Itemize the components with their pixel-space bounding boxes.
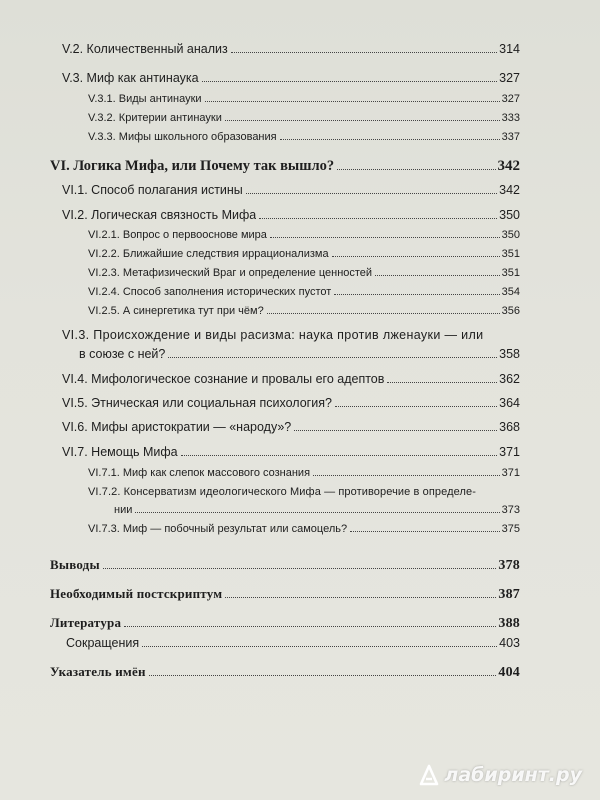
toc-entry-page: 327 bbox=[501, 93, 520, 105]
toc-entry-vi7-2-line1: VI.7.2. Консерватизм идеологического Мифа — противоречие в определе- bbox=[88, 486, 476, 498]
dot-leader bbox=[337, 169, 495, 170]
toc-entry-page: 333 bbox=[501, 112, 520, 124]
dot-leader bbox=[387, 382, 497, 383]
toc-entry-v3-2 bbox=[88, 109, 520, 127]
toc-entry-page: 371 bbox=[499, 445, 520, 459]
toc-entry-page: 358 bbox=[499, 347, 520, 361]
toc-entry-literature bbox=[50, 614, 520, 633]
dot-leader bbox=[334, 294, 499, 295]
toc-entry-title: Необходимый постскриптум bbox=[50, 586, 223, 601]
dot-leader bbox=[246, 193, 497, 194]
dot-leader bbox=[124, 626, 496, 627]
toc-entry-page: 403 bbox=[499, 636, 520, 650]
toc-entry-conclusions bbox=[50, 556, 520, 575]
toc-entry-page: 350 bbox=[501, 229, 520, 241]
toc-entry-title: Сокращения bbox=[66, 636, 140, 650]
toc-entry-vi7-2 bbox=[114, 501, 520, 519]
toc-entry-title: VI.1. Способ полагания истины bbox=[62, 183, 243, 197]
toc-entry-title: Выводы bbox=[50, 557, 100, 572]
toc-entry-title: V.3.3. Мифы школьного образования bbox=[88, 131, 277, 143]
toc-entry-page: 350 bbox=[499, 208, 520, 222]
toc-entry-vi7-1 bbox=[88, 464, 520, 482]
toc-entry-title: VI.5. Этническая или социальная психология? bbox=[62, 396, 332, 410]
toc-entry-vi6 bbox=[62, 418, 520, 436]
toc-entry-title: VI.7.1. Миф как слепок массового сознания bbox=[88, 467, 311, 479]
toc-entry-page: 375 bbox=[501, 523, 520, 535]
toc-entry-title: VI.2.4. Способ заполнения исторических пустот bbox=[88, 286, 332, 298]
dot-leader bbox=[149, 675, 497, 676]
toc-entry-title: V.2. Количественный анализ bbox=[62, 42, 228, 56]
dot-leader bbox=[280, 139, 500, 140]
toc-entry-vi2-2 bbox=[88, 245, 520, 263]
labyrinth-logo-icon bbox=[417, 764, 441, 786]
dot-leader bbox=[270, 237, 500, 238]
toc-entry-page: 371 bbox=[501, 467, 520, 479]
dot-leader bbox=[135, 512, 499, 513]
dot-leader bbox=[231, 52, 497, 53]
dot-leader bbox=[294, 430, 497, 431]
toc-entry-page: 404 bbox=[498, 665, 520, 680]
toc-entry-page: 342 bbox=[499, 183, 520, 197]
dot-leader bbox=[375, 275, 500, 276]
dot-leader bbox=[225, 120, 500, 121]
dot-leader bbox=[335, 406, 497, 407]
dot-leader bbox=[332, 256, 500, 257]
toc-entry-page: 351 bbox=[501, 267, 520, 279]
toc-entry-postscript bbox=[50, 585, 520, 604]
toc-entry-vi2-5 bbox=[88, 302, 520, 320]
watermark-text: лабиринт.ру bbox=[444, 764, 582, 786]
toc-entry-title: V.3.1. Виды антинауки bbox=[88, 93, 202, 105]
toc-entry-title: VI. Логика Мифа, или Почему так вышло? bbox=[50, 158, 335, 174]
dot-leader bbox=[313, 475, 500, 476]
toc-entry-title: VI.4. Мифологическое сознание и провалы его адептов bbox=[62, 372, 385, 386]
toc-entry-vi1 bbox=[62, 181, 520, 199]
toc-entry-continuation: нии bbox=[114, 504, 133, 516]
toc-entry-vi7 bbox=[62, 443, 520, 461]
watermark bbox=[417, 764, 582, 786]
toc-chapter-vi bbox=[50, 157, 520, 175]
toc-entry-page: 342 bbox=[497, 158, 520, 174]
toc-entry-vi3-line1: VI.3. Происхождение и виды расизма: наука против лженауки — или bbox=[62, 328, 484, 342]
dot-leader bbox=[181, 455, 498, 456]
toc-entry-continuation: в союзе с ней? bbox=[79, 347, 166, 361]
dot-leader bbox=[205, 101, 500, 102]
toc-entry-page: 378 bbox=[498, 558, 520, 573]
dot-leader bbox=[202, 81, 498, 82]
dot-leader bbox=[225, 597, 496, 598]
toc-entry-title: Указатель имён bbox=[50, 664, 146, 679]
toc-entry-vi2-1 bbox=[88, 226, 520, 244]
dot-leader bbox=[259, 218, 497, 219]
toc-entry-title: VI.2.1. Вопрос о первооснове мира bbox=[88, 229, 267, 241]
toc-entry-v3 bbox=[62, 69, 520, 87]
toc-entry-page: 373 bbox=[501, 504, 520, 516]
toc-entry-page: 327 bbox=[499, 71, 520, 85]
toc-entry-title: VI.6. Мифы аристократии — «народу»? bbox=[62, 420, 292, 434]
toc-entry-page: 351 bbox=[501, 248, 520, 260]
toc-entry-title: VI.2.5. А синергетика тут при чём? bbox=[88, 305, 264, 317]
toc-entry-page: 356 bbox=[501, 305, 520, 317]
toc-entry-page: 387 bbox=[498, 587, 520, 602]
dot-leader bbox=[350, 531, 500, 532]
toc-entry-title: V.3.2. Критерии антинауки bbox=[88, 112, 222, 124]
toc-entry-name-index bbox=[50, 663, 520, 682]
toc-entry-page: 388 bbox=[498, 616, 520, 631]
toc-entry-title: VI.2. Логическая связность Мифа bbox=[62, 208, 257, 222]
toc-entry-vi4 bbox=[62, 370, 520, 388]
toc-entry-title: VI.7.3. Миф — побочный результат или самоцель? bbox=[88, 523, 348, 535]
toc-entry-page: 362 bbox=[499, 372, 520, 386]
toc-entry-page: 364 bbox=[499, 396, 520, 410]
toc-entry-abbreviations bbox=[66, 634, 520, 652]
dot-leader bbox=[142, 646, 497, 647]
toc-entry-vi2-3 bbox=[88, 264, 520, 282]
toc-entry-title: VI.2.2. Ближайшие следствия иррационализма bbox=[88, 248, 329, 260]
toc-entry-title: Литература bbox=[50, 615, 122, 630]
toc-entry-vi7-3 bbox=[88, 520, 520, 538]
toc-entry-v2 bbox=[62, 40, 520, 58]
toc-entry-page: 368 bbox=[499, 420, 520, 434]
toc-entry-vi2 bbox=[62, 206, 520, 224]
dot-leader bbox=[267, 313, 500, 314]
toc-entry-v3-3 bbox=[88, 128, 520, 146]
toc-entry-page: 354 bbox=[501, 286, 520, 298]
toc-entry-v3-1 bbox=[88, 90, 520, 108]
toc-entry-title: VI.2.3. Метафизический Враг и определение ценностей bbox=[88, 267, 373, 279]
dot-leader bbox=[168, 357, 497, 358]
toc-entry-vi3 bbox=[79, 345, 520, 363]
toc-entry-title: VI.7. Немощь Мифа bbox=[62, 445, 178, 459]
toc-entry-page: 314 bbox=[499, 42, 520, 56]
dot-leader bbox=[103, 568, 497, 569]
toc-entry-vi2-4 bbox=[88, 283, 520, 301]
toc-entry-page: 337 bbox=[501, 131, 520, 143]
toc-entry-title: V.3. Миф как антинаука bbox=[62, 71, 199, 85]
toc-entry-vi5 bbox=[62, 394, 520, 412]
